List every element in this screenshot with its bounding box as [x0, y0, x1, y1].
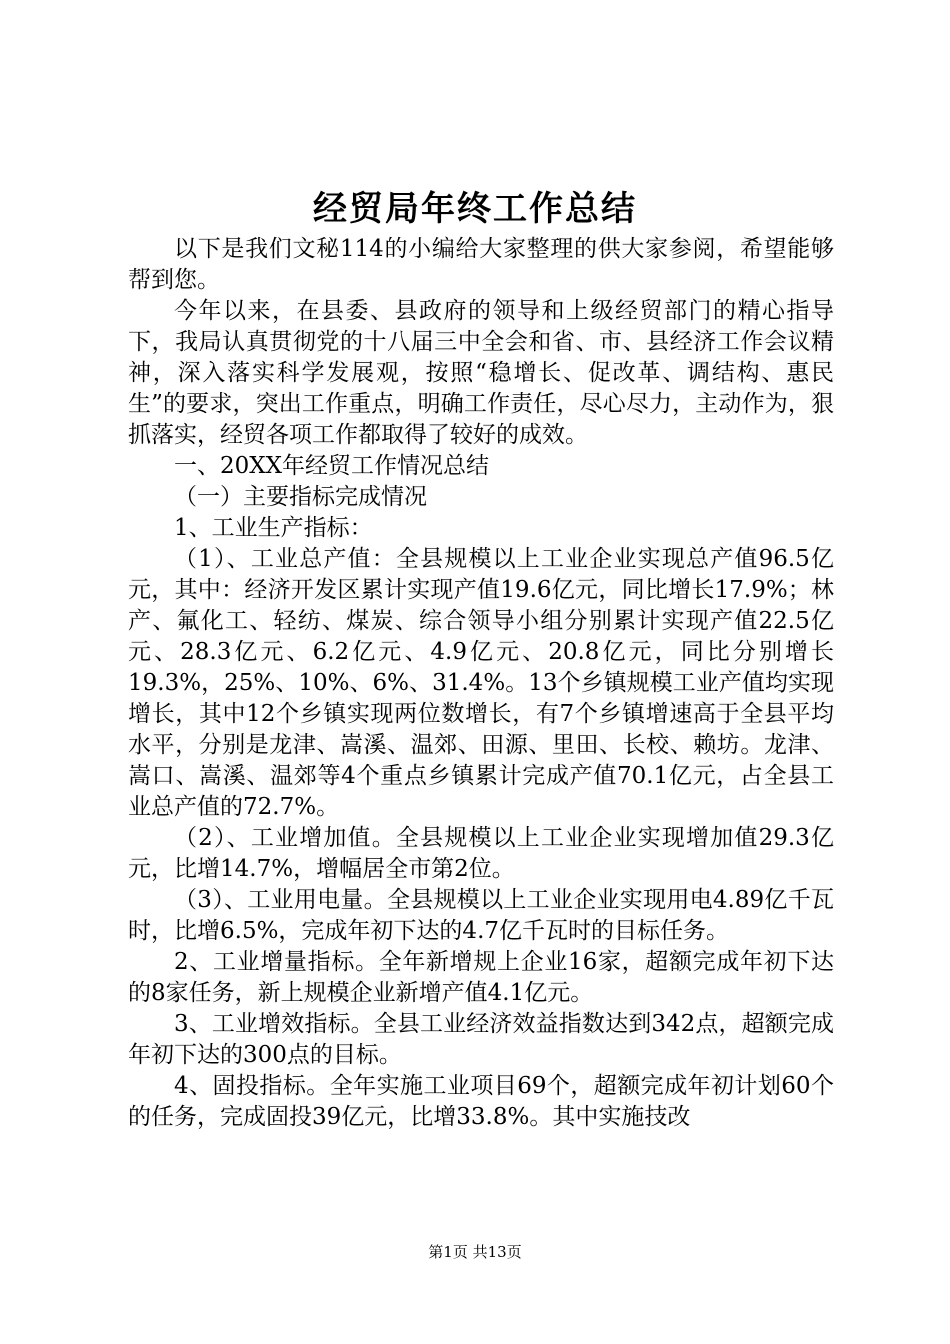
- paragraph-efficiency: 3、工业增效指标。全县工业经济效益指数达到342点，超额完成年初下达的300点的目标。: [128, 1011, 834, 1068]
- paragraph-increment: 2、工业增量指标。全年新增规上企业16家，超额完成年初下达的8家任务，新上规模企业新增产值4.1亿元。: [128, 949, 834, 1006]
- subsection-heading: （一）主要指标完成情况: [174, 484, 427, 510]
- document-body: [128, 234, 834, 1133]
- paragraph-value-added: （2）、工业增加值。全县规模以上工业企业实现增加值29.3亿元，比增14.7%，增幅居全市第2位。: [128, 825, 834, 882]
- document-title: 经贸局年终工作总结: [313, 189, 637, 229]
- paragraph-electricity: （3）、工业用电量。全县规模以上工业企业实现用电4.89亿千瓦时，比增6.5%，完成年初下达的4.7亿千瓦时的目标任务。: [128, 887, 834, 944]
- paragraph-fixed-investment: 4、固投指标。全年实施工业项目69个，超额完成年初计划60个的任务，完成固投39亿元，比增33.8%。其中实施技改: [128, 1073, 834, 1130]
- paragraph-overview: 今年以来，在县委、县政府的领导和上级经贸部门的精心指导下，我局认真贯彻党的十八届三中全会和省、市、县经济工作会议精神，深入落实科学发展观，按照“稳增长、促改革、调结构、惠民生”的要求，突出工作重点，明确工作责任，尽心尽力，主动作为，狠抓落实，经贸各项工作都取得了较好的成效。: [128, 298, 834, 448]
- paragraph-intro: 以下是我们文秘114的小编给大家整理的供大家参阅，希望能够帮到您。: [128, 236, 834, 293]
- paragraph-total-output: （1）、工业总产值：全县规模以上工业企业实现总产值96.5亿元，其中：经济开发区累计实现产值19.6亿元，同比增长17.9%；林产、氟化工、轻纺、煤炭、综合领导小组分别累计实现产值22.5亿元、28.3亿元、6.2亿元、4.9亿元、20.8亿元，同比分别增长19.3%，25%、10%、6%、31.4%。13个乡镇规模工业产值均实现增长，其中12个乡镇实现两位数增长，有7个乡镇增速高于全县平均水平，分别是龙津、嵩溪、温郊、田源、里田、长校、赖坊。龙津、嵩口、嵩溪、温郊等4个重点乡镇累计完成产值70.1亿元，占全县工业总产值的72.7%。: [128, 546, 834, 820]
- page-number-footer: 第1页 共13页: [428, 1243, 522, 1261]
- section-heading: 一、20XX年经贸工作情况总结: [174, 453, 490, 479]
- item-heading-industrial-production: 1、工业生产指标：: [174, 515, 373, 541]
